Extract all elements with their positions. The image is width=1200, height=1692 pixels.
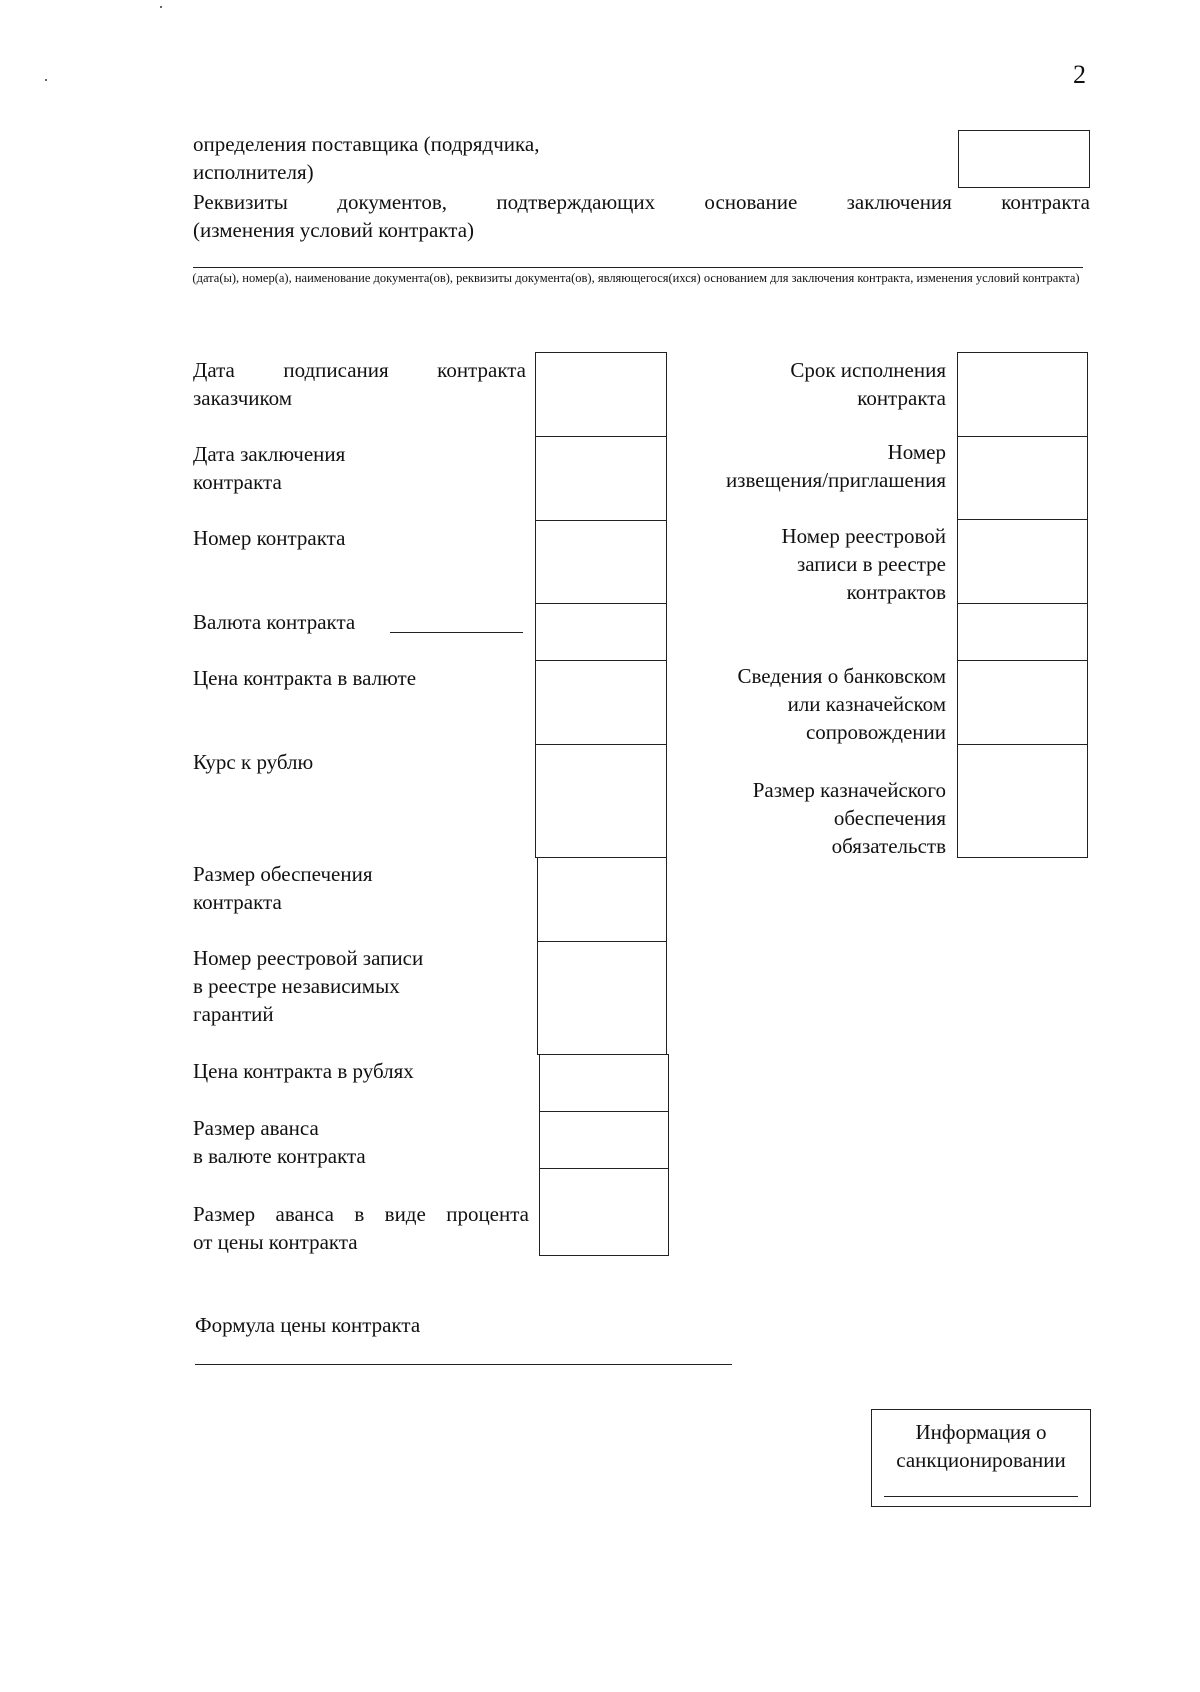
conclusion-date-label: Дата заключения контракта (193, 442, 346, 494)
treasury-security-label: Размер казначейского обеспечения обязательств (752, 778, 946, 858)
bank-support-field[interactable] (957, 660, 1088, 745)
advance-amount-field[interactable] (539, 1111, 669, 1169)
basis-documents-caption: (дата(ы), номер(а), наименование документа(ов), реквизиты документа(ов), являющегося(ихся) основанием для заключения контракта, изменения условий контракта) (192, 271, 1080, 285)
price-in-rubles-label: Цена контракта в рублях (193, 1059, 414, 1083)
security-amount-label: Размер обеспечения контракта (193, 862, 373, 914)
sanction-info-input-line[interactable] (884, 1496, 1078, 1497)
notice-number-field[interactable] (957, 436, 1088, 520)
sanction-info-box[interactable] (871, 1409, 1091, 1507)
procurement-method-label: определения поставщика (подрядчика, исполнителя) (193, 132, 540, 184)
currency-field[interactable] (535, 603, 667, 661)
advance-amount-label: Размер аванса в валюте контракта (193, 1116, 366, 1168)
advance-percent-field[interactable] (539, 1168, 669, 1256)
security-amount-field[interactable] (537, 857, 667, 942)
bank-support-label: Сведения о банковском или казначейском сопровождении (737, 664, 946, 744)
registry-record-extra-field[interactable] (957, 603, 1088, 661)
execution-term-field[interactable] (957, 352, 1088, 437)
advance-percent-label: Размер аванса в виде процента (193, 1202, 529, 1226)
price-formula-label: Формула цены контракта (195, 1313, 421, 1337)
treasury-security-field[interactable] (957, 744, 1088, 858)
scan-speck (160, 6, 162, 8)
currency-input-line[interactable] (390, 632, 523, 633)
price-formula-input-line[interactable] (195, 1364, 732, 1365)
registry-record-number-label: Номер реестровой записи в реестре контрактов (781, 524, 946, 604)
price-in-currency-label: Цена контракта в валюте (193, 666, 417, 690)
signing-date-label-cont: заказчиком (193, 386, 293, 410)
basis-documents-input-line[interactable] (193, 267, 1083, 268)
sanction-info-label: Информация о санкционировании (896, 1420, 1066, 1472)
signing-date-label: Дата подписания контракта (193, 358, 526, 382)
advance-percent-label-cont: от цены контракта (193, 1230, 358, 1254)
guarantee-registry-number-field[interactable] (537, 941, 667, 1055)
notice-number-label: Номер извещения/приглашения (725, 440, 946, 492)
price-in-rubles-field[interactable] (539, 1054, 669, 1112)
basis-documents-label-cont: (изменения условий контракта) (193, 218, 475, 242)
execution-term-label: Срок исполнения контракта (790, 358, 946, 410)
basis-documents-label: Реквизиты документов, подтверждающих основание заключения контракта (193, 190, 1090, 214)
registry-record-number-field[interactable] (957, 519, 1088, 604)
contract-number-label: Номер контракта (193, 526, 346, 550)
procurement-method-field[interactable] (958, 130, 1090, 188)
exchange-rate-label: Курс к рублю (193, 750, 314, 774)
page-number: 2 (1073, 60, 1086, 89)
currency-label: Валюта контракта (193, 610, 356, 634)
scan-speck (45, 79, 47, 81)
guarantee-registry-number-label: Номер реестровой записи в реестре независимых гарантий (193, 946, 424, 1026)
